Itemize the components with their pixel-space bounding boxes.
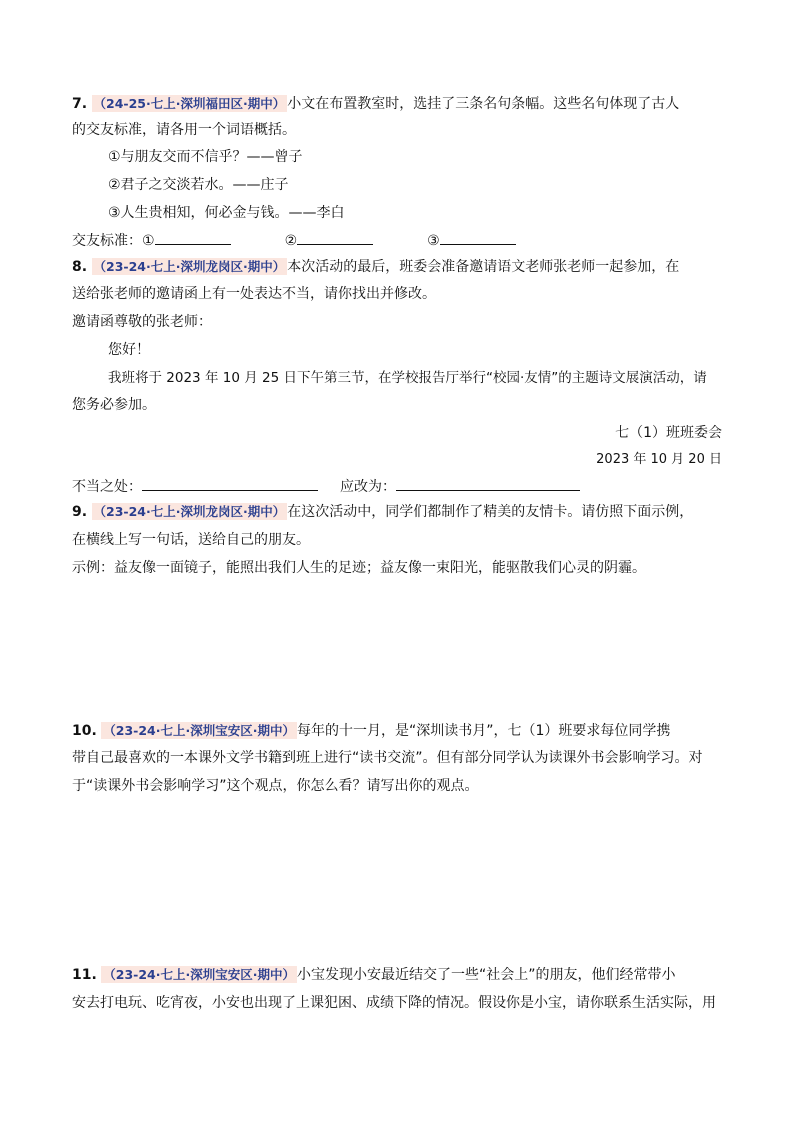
q11-source-tag: （23-24·七上·深圳宝安区·期中） <box>103 967 295 982</box>
q8-letter-body-1: 我班将于 2023 年 10 月 25 日下午第三节，在学校报告厅举行“校园·友情”的主题诗文展演活动，请 <box>108 370 707 386</box>
q7-answer-row <box>72 230 516 251</box>
q7-source-tag: （24-25·七上·深圳福田区·期中） <box>93 96 286 111</box>
q8-change-label: 应改为： <box>340 479 396 495</box>
q9-example: 示例：益友像一面镜子，能照出我们人生的足迹；益友像一束阳光，能驱散我们心灵的阴霾。 <box>72 560 646 576</box>
q7-stem-1: 小文在布置教室时，选挂了三条名句条幅。这些名句体现了古人 <box>287 96 680 112</box>
q10-stem-1: 每年的十一月，是“深圳读书月”，七（1）班要求每位同学携 <box>297 723 671 739</box>
q8-number: 8. <box>72 259 88 275</box>
q10-stem-2: 带自己最喜欢的一本课外文学书籍到班上进行“读书交流”。但有部分同学认为读课外书会影响学习。对 <box>72 750 703 766</box>
q7-number: 7. <box>72 96 88 112</box>
q7-line1 <box>72 94 679 114</box>
q8-letter-greeting: 邀请函尊敬的张老师： <box>72 314 212 330</box>
q7-quote-2: ②君子之交淡若水。——庄子 <box>108 177 289 193</box>
q8-improper-blank[interactable] <box>142 476 318 491</box>
q10-stem-3: 于“读课外书会影响学习”这个观点，你怎么看？请写出你的观点。 <box>72 778 479 794</box>
q8-change-blank[interactable] <box>396 476 580 491</box>
q7-mark-2: ② <box>284 233 298 249</box>
q11-stem-1: 小宝发现小安最近结交了一些“社会上”的朋友，他们经常带小 <box>297 967 676 983</box>
q8-source-tag: （23-24·七上·深圳龙岗区·期中） <box>93 259 286 274</box>
q7-quote-1: ①与朋友交而不信乎？——曾子 <box>108 149 303 165</box>
q9-source-tag: （23-24·七上·深圳龙岗区·期中） <box>93 504 286 519</box>
q8-stem-1: 本次活动的最后，班委会准备邀请语文老师张老师一起参加，在 <box>287 259 680 275</box>
q7-blank-3[interactable] <box>440 230 516 245</box>
q8-letter-signer: 七（1）班班委会 <box>615 425 722 441</box>
q7-mark-3: ③ <box>427 233 440 249</box>
q7-stem-2: 的交友标准，请各用一个词语概括。 <box>72 122 296 138</box>
q8-stem-2: 送给张老师的邀请函上有一处表达不当，请你找出并修改。 <box>72 286 436 302</box>
q9-number: 9. <box>72 504 88 520</box>
q10-line1 <box>72 721 670 741</box>
q8-answer-row <box>72 476 580 497</box>
q10-source-tag: （23-24·七上·深圳宝安区·期中） <box>103 723 295 738</box>
q8-letter-body-2: 您务必参加。 <box>72 397 156 413</box>
q8-line1 <box>72 257 679 277</box>
q11-line1 <box>72 965 676 985</box>
q8-improper-label: 不当之处： <box>72 479 142 495</box>
q8-letter-hello: 您好！ <box>108 342 150 358</box>
q7-answer-label: 交友标准：① <box>72 233 155 249</box>
q8-letter-date: 2023 年 10 月 20 日 <box>596 452 722 467</box>
q9-stem-1: 在这次活动中，同学们都制作了精美的友情卡。请仿照下面示例， <box>287 504 694 520</box>
q9-stem-2: 在横线上写一句话，送给自己的朋友。 <box>72 532 310 548</box>
q7-blank-1[interactable] <box>155 230 231 245</box>
q10-number: 10. <box>72 723 97 739</box>
q9-line1 <box>72 502 693 522</box>
q11-stem-2: 安去打电玩、吃宵夜，小安也出现了上课犯困、成绩下降的情况。假设你是小宝，请你联系生活实际，用 <box>72 995 716 1011</box>
q11-number: 11. <box>72 967 97 983</box>
q7-blank-2[interactable] <box>297 230 373 245</box>
q7-quote-3: ③人生贵相知，何必金与钱。——李白 <box>108 205 345 221</box>
